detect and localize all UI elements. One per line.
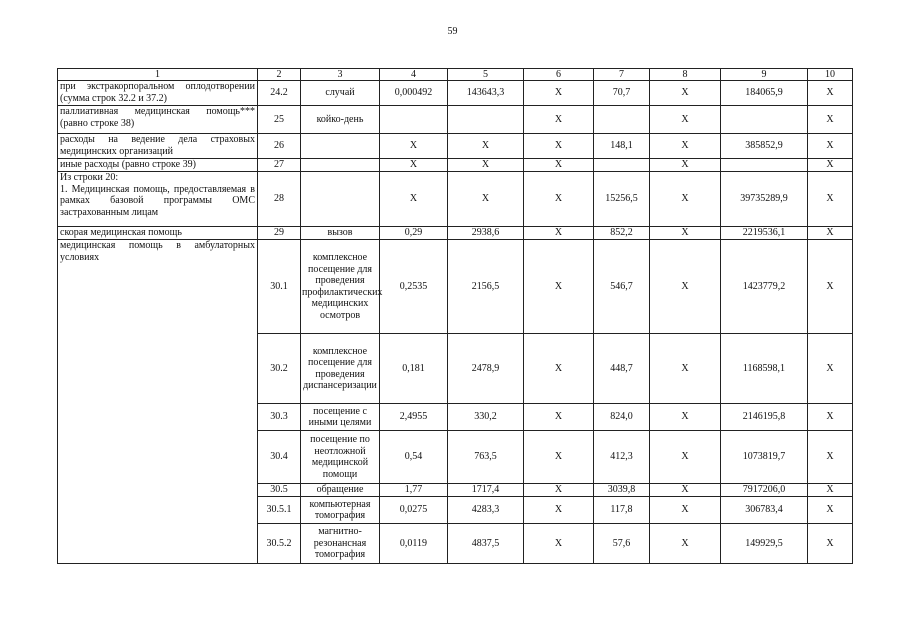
- value-cell: 39735289,9: [721, 172, 808, 227]
- value-cell: X: [524, 431, 594, 484]
- value-cell: X: [808, 172, 853, 227]
- value-cell: 184065,9: [721, 81, 808, 106]
- value-cell: X: [808, 484, 853, 497]
- value-cell: 448,7: [594, 334, 650, 404]
- unit-cell: [301, 159, 380, 172]
- row-heading: Из строки 20:: [60, 172, 119, 183]
- value-cell: X: [448, 159, 524, 172]
- line-number: 30.3: [258, 404, 301, 431]
- value-cell: X: [650, 484, 721, 497]
- value-cell: 2,4955: [380, 404, 448, 431]
- table-row: [58, 106, 853, 134]
- value-cell: 824,0: [594, 404, 650, 431]
- value-cell: X: [650, 159, 721, 172]
- value-cell: X: [524, 134, 594, 159]
- value-cell: [380, 106, 448, 134]
- value-cell: X: [524, 106, 594, 134]
- unit-cell: случай: [301, 81, 380, 106]
- value-cell: [594, 159, 650, 172]
- value-cell: X: [808, 81, 853, 106]
- value-cell: 0,181: [380, 334, 448, 404]
- value-cell: 0,0119: [380, 524, 448, 564]
- unit-cell: обращение: [301, 484, 380, 497]
- column-number: 7: [594, 69, 650, 81]
- value-cell: 1073819,7: [721, 431, 808, 484]
- value-cell: 3039,8: [594, 484, 650, 497]
- line-number: 30.2: [258, 334, 301, 404]
- unit-cell: вызов: [301, 227, 380, 240]
- unit-cell: посещение по неотложной медицинской помощи: [301, 431, 380, 484]
- row-name: медицинская помощь в амбулаторных условиях: [58, 240, 258, 564]
- value-cell: 385852,9: [721, 134, 808, 159]
- column-number: 6: [524, 69, 594, 81]
- value-cell: [594, 106, 650, 134]
- column-number: 2: [258, 69, 301, 81]
- unit-cell: магнитно-резонансная томография: [301, 524, 380, 564]
- value-cell: 0,2535: [380, 240, 448, 334]
- value-cell: X: [524, 334, 594, 404]
- value-cell: X: [808, 334, 853, 404]
- line-number: 28: [258, 172, 301, 227]
- line-number: 30.5.2: [258, 524, 301, 564]
- value-cell: 0,000492: [380, 81, 448, 106]
- column-number: 4: [380, 69, 448, 81]
- table-row: [58, 134, 853, 159]
- value-cell: 143643,3: [448, 81, 524, 106]
- value-cell: X: [524, 484, 594, 497]
- unit-cell: койко-день: [301, 106, 380, 134]
- value-cell: X: [650, 334, 721, 404]
- value-cell: 70,7: [594, 81, 650, 106]
- value-cell: 546,7: [594, 240, 650, 334]
- value-cell: 1168598,1: [721, 334, 808, 404]
- value-cell: 4837,5: [448, 524, 524, 564]
- value-cell: 330,2: [448, 404, 524, 431]
- value-cell: 412,3: [594, 431, 650, 484]
- value-cell: X: [808, 106, 853, 134]
- line-number: 30.5: [258, 484, 301, 497]
- value-cell: 7917206,0: [721, 484, 808, 497]
- line-number: 25: [258, 106, 301, 134]
- line-number: 30.4: [258, 431, 301, 484]
- value-cell: 1423779,2: [721, 240, 808, 334]
- table-row: [58, 81, 853, 106]
- value-cell: X: [650, 497, 721, 524]
- value-cell: 57,6: [594, 524, 650, 564]
- page-number: 59: [447, 26, 458, 37]
- table-row: [58, 240, 853, 334]
- value-cell: X: [650, 431, 721, 484]
- row-name: иные расходы (равно строке 39): [58, 159, 258, 172]
- value-cell: X: [650, 240, 721, 334]
- row-name: [58, 172, 258, 227]
- value-cell: X: [524, 524, 594, 564]
- value-cell: 2146195,8: [721, 404, 808, 431]
- value-cell: X: [650, 227, 721, 240]
- value-cell: X: [380, 134, 448, 159]
- value-cell: X: [650, 106, 721, 134]
- value-cell: X: [808, 159, 853, 172]
- value-cell: X: [808, 524, 853, 564]
- value-cell: 2478,9: [448, 334, 524, 404]
- column-number: 1: [58, 69, 258, 81]
- column-number: 3: [301, 69, 380, 81]
- value-cell: X: [524, 159, 594, 172]
- value-cell: [721, 159, 808, 172]
- header-row: [58, 69, 853, 81]
- value-cell: X: [650, 172, 721, 227]
- value-cell: X: [524, 404, 594, 431]
- value-cell: X: [380, 159, 448, 172]
- row-text: 1. Медицинская помощь, предоставляемая в рамках базовой программы ОМС застрахованным лицам: [60, 183, 255, 218]
- value-cell: 763,5: [448, 431, 524, 484]
- value-cell: [721, 106, 808, 134]
- row-name: скорая медицинская помощь: [58, 227, 258, 240]
- line-number: 29: [258, 227, 301, 240]
- value-cell: X: [808, 404, 853, 431]
- value-cell: 4283,3: [448, 497, 524, 524]
- line-number: 30.5.1: [258, 497, 301, 524]
- unit-cell: компьютерная томография: [301, 497, 380, 524]
- row-name: при экстракорпоральном оплодотворении (сумма строк 32.2 и 37.2): [58, 81, 258, 106]
- unit-cell: комплексное посещение для проведения диспансеризации: [301, 334, 380, 404]
- line-number: 27: [258, 159, 301, 172]
- value-cell: 0,0275: [380, 497, 448, 524]
- value-cell: 149929,5: [721, 524, 808, 564]
- value-cell: [448, 106, 524, 134]
- value-cell: 1,77: [380, 484, 448, 497]
- value-cell: X: [650, 404, 721, 431]
- value-cell: 852,2: [594, 227, 650, 240]
- value-cell: X: [524, 497, 594, 524]
- value-cell: X: [808, 227, 853, 240]
- line-number: 30.1: [258, 240, 301, 334]
- value-cell: X: [650, 134, 721, 159]
- financial-table: [57, 68, 853, 564]
- table-row: [58, 159, 853, 172]
- value-cell: X: [650, 81, 721, 106]
- row-name: паллиативная медицинская помощь*** (равно строке 38): [58, 106, 258, 134]
- value-cell: X: [808, 431, 853, 484]
- unit-cell: посещение с иными целями: [301, 404, 380, 431]
- column-number: 10: [808, 69, 853, 81]
- value-cell: 15256,5: [594, 172, 650, 227]
- value-cell: 117,8: [594, 497, 650, 524]
- value-cell: X: [808, 134, 853, 159]
- table-row: [58, 172, 853, 227]
- value-cell: X: [650, 524, 721, 564]
- value-cell: X: [524, 240, 594, 334]
- table-row: [58, 227, 853, 240]
- value-cell: X: [808, 240, 853, 334]
- column-number: 9: [721, 69, 808, 81]
- value-cell: 306783,4: [721, 497, 808, 524]
- value-cell: X: [524, 172, 594, 227]
- unit-cell: комплексное посещение для проведения профилактических медицинских осмотров: [301, 240, 380, 334]
- value-cell: 0,29: [380, 227, 448, 240]
- value-cell: 0,54: [380, 431, 448, 484]
- value-cell: X: [448, 134, 524, 159]
- line-number: 26: [258, 134, 301, 159]
- value-cell: X: [808, 497, 853, 524]
- value-cell: 1717,4: [448, 484, 524, 497]
- line-number: 24.2: [258, 81, 301, 106]
- value-cell: 2156,5: [448, 240, 524, 334]
- value-cell: 148,1: [594, 134, 650, 159]
- value-cell: 2938,6: [448, 227, 524, 240]
- column-number: 5: [448, 69, 524, 81]
- value-cell: X: [524, 227, 594, 240]
- value-cell: 2219536,1: [721, 227, 808, 240]
- column-number: 8: [650, 69, 721, 81]
- value-cell: X: [380, 172, 448, 227]
- unit-cell: [301, 134, 380, 159]
- row-name: расходы на ведение дела страховых медицинских организаций: [58, 134, 258, 159]
- value-cell: X: [524, 81, 594, 106]
- value-cell: X: [448, 172, 524, 227]
- unit-cell: [301, 172, 380, 227]
